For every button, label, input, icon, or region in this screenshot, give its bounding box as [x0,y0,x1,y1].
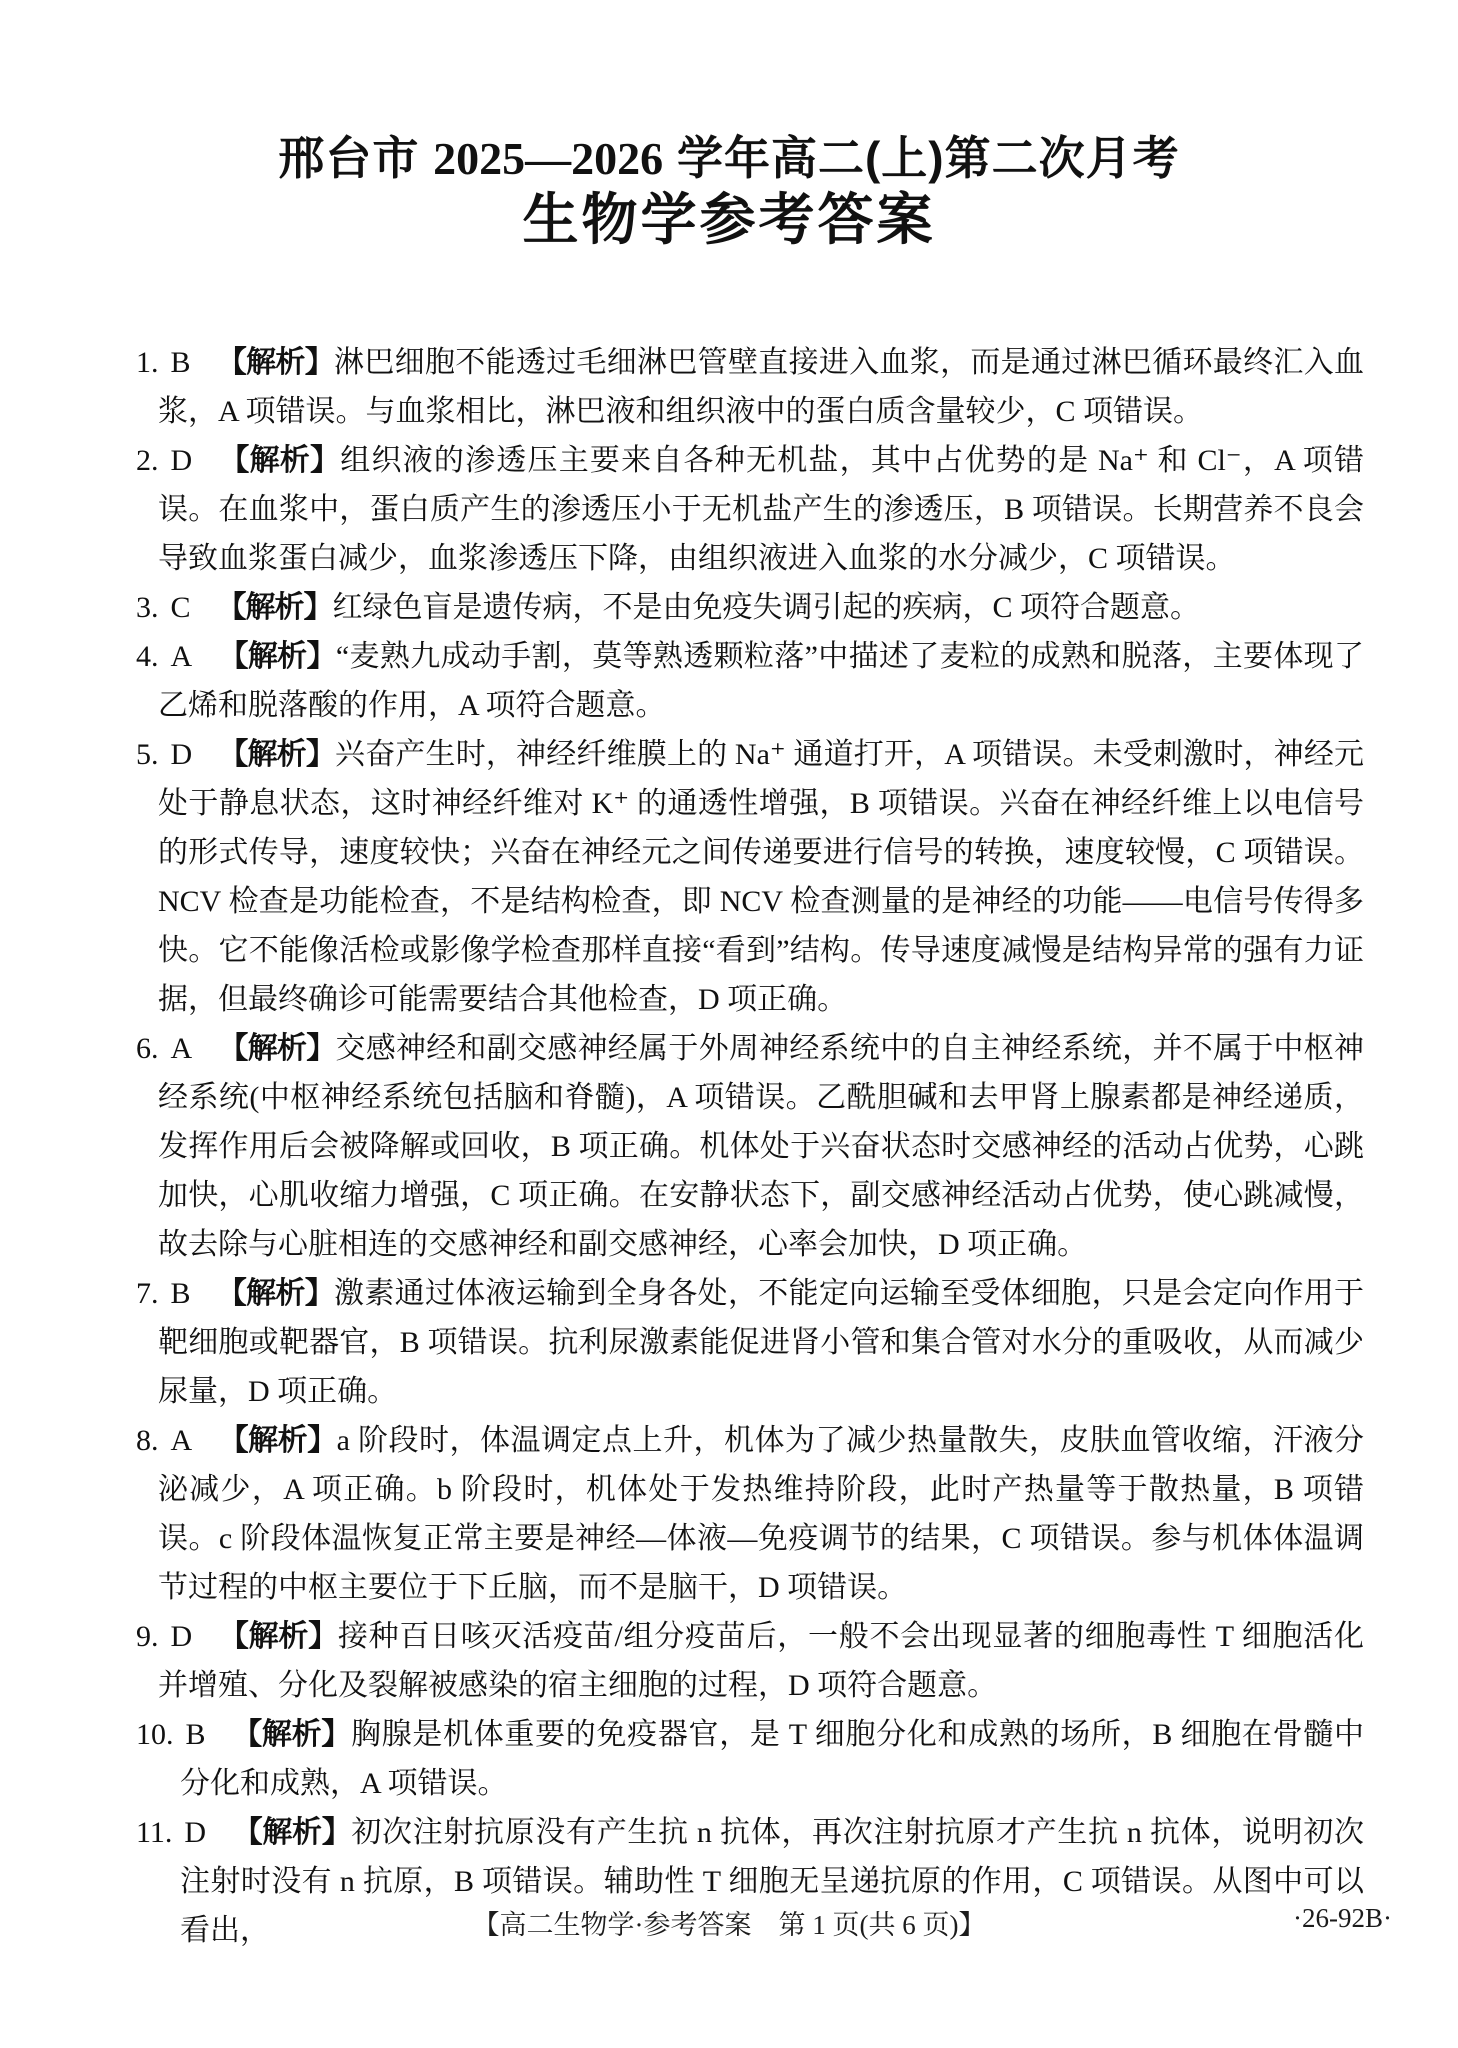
item-number: 10. [136,1718,174,1751]
item-explanation: 红绿色盲是遗传病，不是由免疫失调引起的疾病，C 项符合题意。 [332,591,1201,624]
item-answer: D [170,444,193,477]
item-answer: B [170,1277,191,1310]
item-explanation: 初次注射抗原没有产生抗 n 抗体，再次注射抗原才产生抗 n 抗体，说明初次注射时没有 n 抗原，B 项错误。辅助性 T 细胞无呈递抗原的作用，C 项错误。从图中可以看出， [180,1816,1365,1947]
item-number: 9. [136,1620,159,1653]
footer-page-info: 【高二生物学·参考答案 第 1 页(共 6 页)】 [472,1910,986,1940]
analysis-tag: 【解析】 [231,1718,351,1751]
item-answer: C [170,591,191,624]
answer-item-1 [136,338,1364,436]
answer-item-2 [136,436,1364,583]
item-number: 2. [136,444,159,477]
page-title-prefix: 邢台市 [278,132,434,184]
analysis-tag: 【解析】 [232,1816,352,1849]
item-answer: A [170,640,193,673]
answer-item-10 [136,1710,1364,1808]
analysis-tag: 【解析】 [218,444,341,477]
page-title-suffix: 学年高二(上)第二次月考 [663,132,1180,184]
answer-item-8 [136,1416,1364,1612]
item-explanation: 胸腺是机体重要的免疫器官，是 T 细胞分化和成熟的场所，B 细胞在骨髓中分化和成熟，A 项错误。 [180,1718,1365,1800]
analysis-tag: 【解析】 [218,1032,336,1065]
analysis-tag: 【解析】 [216,346,335,379]
analysis-tag: 【解析】 [216,1277,335,1310]
page-footer [0,1903,1458,1943]
item-number: 5. [136,738,159,771]
analysis-tag: 【解析】 [218,738,336,771]
item-explanation: 淋巴细胞不能透过毛细淋巴管壁直接进入血浆，而是通过淋巴循环最终汇入血浆，A 项错误。与血浆相比，淋巴液和组织液中的蛋白质含量较少，C 项错误。 [158,346,1365,428]
analysis-tag: 【解析】 [216,591,333,624]
item-answer: D [170,738,193,771]
item-answer: D [184,1816,207,1849]
item-number: 4. [136,640,159,673]
analysis-tag: 【解析】 [218,640,336,673]
item-explanation: “麦熟九成动手割，莫等熟透颗粒落”中描述了麦粒的成熟和脱落，主要体现了乙烯和脱落酸的作用，A 项符合题意。 [158,640,1365,722]
item-answer: A [170,1032,193,1065]
item-explanation: 激素通过体液运输到全身各处，不能定向运输至受体细胞，只是会定向作用于靶细胞或靶器官，B 项错误。抗利尿激素能促进肾小管和集合管对水分的重吸收，从而减少尿量，D 项正确。 [158,1277,1365,1408]
item-explanation: 交感神经和副交感神经属于外周神经系统中的自主神经系统，并不属于中枢神经系统(中枢神经系统包括脑和脊髓)，A 项错误。乙酰胆碱和去甲肾上腺素都是神经递质，发挥作用后会被降解或回收，B 项正确。机体处于兴奋状态时交感神经的活动占优势，心跳加快，心肌收缩力增强，C 项正确。在安静状态下，副交感神经活动占优势，使心跳减慢，故去除与心脏相连的交感神经和副交感神经，心率会加快，D 项正确。 [158,1032,1365,1261]
analysis-tag: 【解析】 [218,1424,337,1457]
item-number: 6. [136,1032,159,1065]
item-number: 1. [136,346,159,379]
item-answer: A [170,1424,193,1457]
item-number: 8. [136,1424,159,1457]
item-answer: B [185,1718,206,1751]
item-answer: D [170,1620,193,1653]
item-explanation: 接种百日咳灭活疫苗/组分疫苗后，一般不会出现显著的细胞毒性 T 细胞活化并增殖、分化及裂解被感染的宿主细胞的过程，D 项符合题意。 [158,1620,1364,1702]
item-explanation: 兴奋产生时，神经纤维膜上的 Na⁺ 通道打开，A 项错误。未受刺激时，神经元处于静息状态，这时神经纤维对 K⁺ 的通透性增强，B 项错误。兴奋在神经纤维上以电信号的形式传导，速度较快；兴奋在神经元之间传递要进行信号的转换，速度较慢，C 项错误。NCV 检查是功能检查，不是结构检查，即 NCV 检查测量的是神经的功能——电信号传得多快。它不能像活检或影像学检查那样直接“看到”结构。传导速度减慢是结构异常的强有力证据，但最终确诊可能需要结合其他检查，D 项正确。 [158,738,1365,1016]
item-number: 3. [136,591,159,624]
item-explanation: a 阶段时，体温调定点上升，机体为了减少热量散失，皮肤血管收缩，汗液分泌减少，A 项正确。b 阶段时，机体处于发热维持阶段，此时产热量等于散热量，B 项错误。c 阶段体温恢复正常主要是神经—体液—免疫调节的结果，C 项错误。参与机体体温调节过程的中枢主要位于下丘脑，而不是脑干，D 项错误。 [158,1424,1364,1604]
item-answer: B [170,346,191,379]
page-subtitle: 生物学参考答案 [522,188,936,251]
answer-item-4 [136,632,1364,730]
answer-item-9 [136,1612,1364,1710]
answer-item-6 [136,1024,1364,1269]
analysis-tag: 【解析】 [218,1620,338,1653]
item-number: 7. [136,1277,159,1310]
answer-list [136,338,1364,1955]
item-number: 11. [136,1816,173,1849]
answer-item-5 [136,730,1364,1024]
footer-paper-code: ·26-92B· [1293,1903,1392,1933]
answer-item-3 [136,583,1364,632]
answer-item-7 [136,1269,1364,1416]
page-title-year: 2025—2026 [433,133,664,184]
item-explanation: 组织液的渗透压主要来自各种无机盐，其中占优势的是 Na⁺ 和 Cl⁻，A 项错误。在血浆中，蛋白质产生的渗透压小于无机盐产生的渗透压，B 项错误。长期营养不良会导致血浆蛋白减少，血浆渗透压下降，由组织液进入血浆的水分减少，C 项错误。 [158,444,1364,575]
